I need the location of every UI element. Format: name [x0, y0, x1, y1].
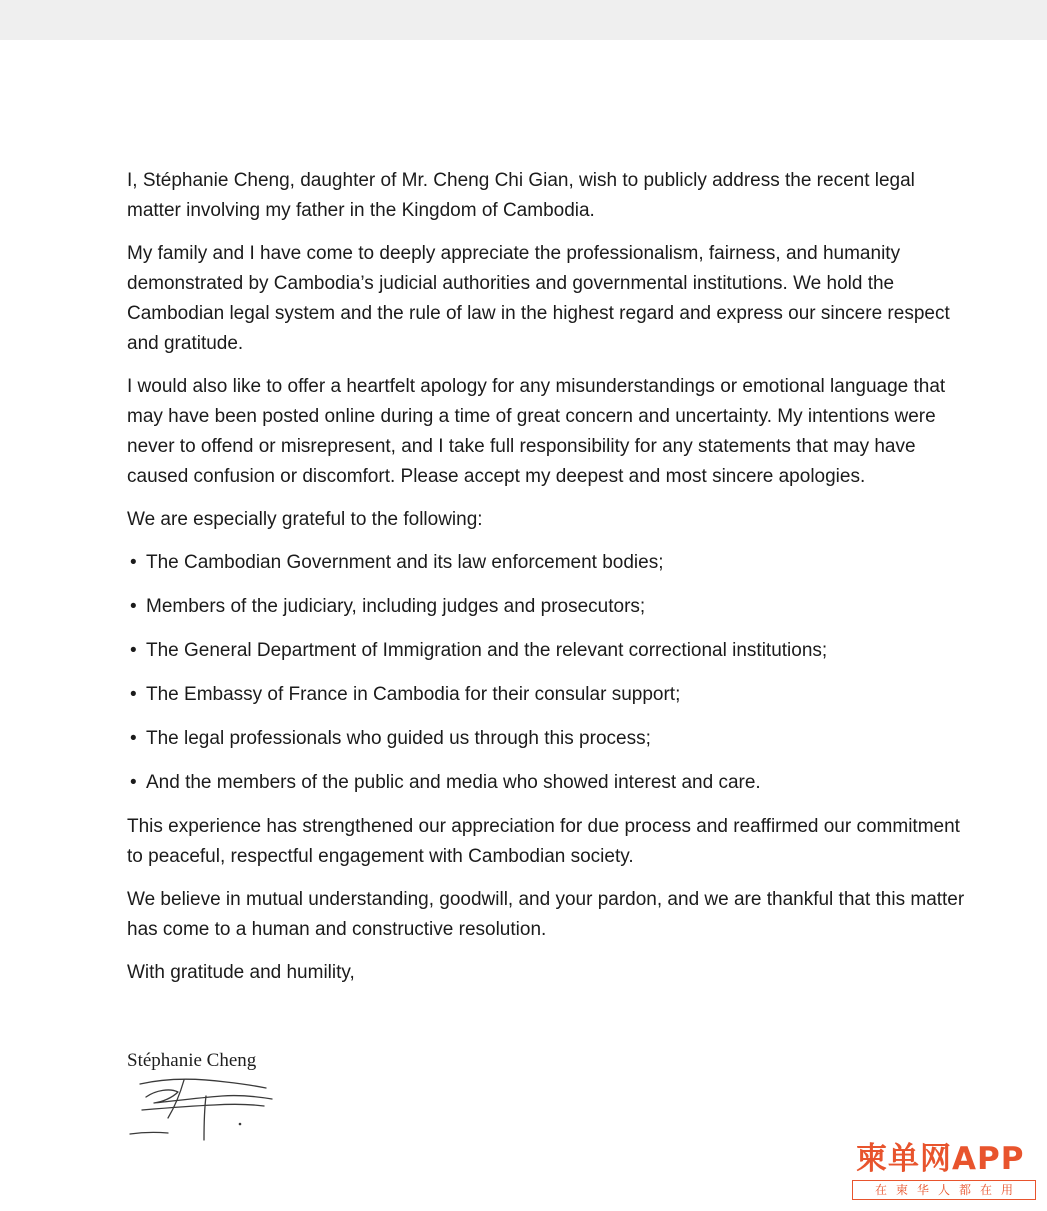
letter-paragraph: We believe in mutual understanding, goodwill, and your pardon, and we are thankful that this matter has come to a human and constructive resolution.: [127, 889, 965, 940]
gratitude-list-item: [130, 592, 967, 622]
bullet-marker: •: [130, 640, 137, 661]
letter-paragraph: This experience has strengthened our appreciation for due process and reaffirmed our commitment to peaceful, respectful engagement with Cambodian society.: [127, 816, 960, 867]
top-bar: [0, 0, 1047, 40]
app-watermark: [852, 1140, 1038, 1200]
letter-paragraph: I would also like to offer a heartfelt apology for any misunderstandings or emotional language that may have been posted online during a time of great concern and uncertainty. My intentions were never to offend or misrepresent, and I take full responsibility for any statements that may have caused confusion or discomfort. Please accept my deepest and most sincere apologies.: [127, 376, 946, 487]
gratitude-list-item-text: Members of the judiciary, including judges and prosecutors;: [146, 596, 646, 617]
letter-paragraph: We are especially grateful to the following:: [127, 509, 483, 530]
gratitude-list-item: [130, 636, 967, 666]
gratitude-list-item-text: The legal professionals who guided us through this process;: [146, 728, 651, 749]
gratitude-list-item: [130, 548, 967, 578]
bullet-marker: •: [130, 684, 137, 705]
letter-paragraph: I, Stéphanie Cheng, daughter of Mr. Cheng Chi Gian, wish to publicly address the recent legal matter involving my father in the Kingdom of Cambodia.: [127, 170, 915, 221]
gratitude-list-item: [130, 768, 967, 798]
letter-paragraph: My family and I have come to deeply appreciate the professionalism, fairness, and humanity demonstrated by Cambodia’s judicial authorities and governmental institutions. We hold the Cambodian legal system and the rule of law in the highest regard and express our sincere respect and gratitude.: [127, 243, 950, 354]
watermark-logo: 柬单网APP: [856, 1141, 1025, 1177]
watermark-slogan: 在柬华人都在用: [852, 1180, 1036, 1200]
gratitude-list-item-text: The General Department of Immigration and the relevant correctional institutions;: [146, 640, 828, 661]
gratitude-list-item-text: The Cambodian Government and its law enforcement bodies;: [146, 552, 664, 573]
signatory-name: Stéphanie Cheng: [127, 1050, 257, 1071]
bullet-marker: •: [130, 552, 137, 573]
gratitude-list-item: [130, 724, 967, 754]
bullet-marker: •: [130, 596, 137, 617]
gratitude-list-item-text: The Embassy of France in Cambodia for their consular support;: [146, 684, 681, 705]
bullet-marker: •: [130, 772, 137, 793]
handwritten-signature: [126, 1072, 286, 1147]
sign-off: With gratitude and humility,: [127, 962, 355, 983]
bullet-marker: •: [130, 728, 137, 749]
letter-body: [127, 166, 967, 988]
gratitude-list-item-text: And the members of the public and media who showed interest and care.: [146, 772, 761, 793]
gratitude-list-item: [130, 680, 967, 710]
